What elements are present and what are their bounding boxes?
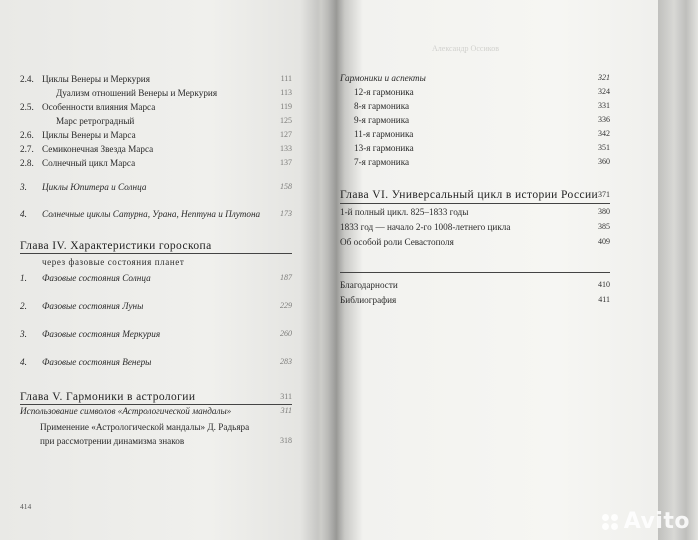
toc-entry: Гармоники и аспекты 321 [340, 73, 610, 83]
avito-logo-icon [602, 514, 620, 530]
chapter-6-title: Глава VI. Универсальный цикл в истории России [340, 189, 599, 201]
toc-entry: 4. Фазовые состояния Венеры 283 [20, 357, 292, 367]
page-edge [658, 0, 698, 540]
toc-entry: Библиография 411 [340, 295, 610, 305]
chapter-5-title: Глава V. Гармоники в астрологии [20, 391, 196, 403]
toc-entry: 9-я гармоника 336 [354, 115, 610, 125]
avito-watermark: Avito [602, 509, 690, 534]
page-number: 414 [20, 502, 32, 511]
toc-entry: 3. Фазовые состояния Меркурия 260 [20, 329, 292, 339]
toc-entry: 7-я гармоника 360 [354, 157, 610, 167]
rule [20, 253, 292, 254]
toc-entry: 1833 год — начало 2-го 1008-летнего цикла 385 [340, 222, 610, 232]
toc-entry: Об особой роли Севастополя 409 [340, 237, 610, 247]
toc-entry: Марс ретроградный 125 [56, 116, 292, 126]
toc-entry: 2.7. Семиконечная Звезда Марса 133 [20, 144, 292, 154]
ghost-author: Александр Оссиков [432, 44, 499, 53]
toc-entry: 2.8. Солнечный цикл Марса 137 [20, 158, 292, 168]
rule [340, 203, 610, 204]
toc-entry: Использование символов «Астрологической мандалы» 311 [20, 406, 292, 416]
chapter-4-title: Глава IV. Характеристики гороскопа [20, 240, 212, 252]
toc-entry: 2.4. Циклы Венеры и Меркурия 111 [20, 74, 292, 84]
toc-entry: Применение «Астрологической мандалы» Д. Радьяра [40, 422, 250, 432]
chapter-6-row: Глава VI. Универсальный цикл в истории России 371 [340, 189, 610, 201]
toc-entry: 2.5. Особенности влияния Марса 119 [20, 102, 292, 112]
toc-entry: 1-й полный цикл. 825–1833 годы 380 [340, 207, 610, 217]
toc-entry: 4. Солнечные циклы Сатурна, Урана, Нептуна и Плутона 173 [20, 209, 292, 219]
toc-entry: 11-я гармоника 342 [354, 129, 610, 139]
toc-entry: 13-я гармоника 351 [354, 143, 610, 153]
toc-entry: 1. Фазовые состояния Солнца 187 [20, 273, 292, 283]
toc-entry: 2. Фазовые состояния Луны 229 [20, 301, 292, 311]
toc-entry: 2.6. Циклы Венеры и Марса 127 [20, 130, 292, 140]
spine-shadow [300, 0, 340, 540]
rule [340, 272, 610, 273]
toc-entry: при рассмотрении динамизма знаков 318 [40, 436, 292, 446]
toc-entry: 8-я гармоника 331 [354, 101, 610, 111]
toc-entry: Дуализм отношений Венеры и Меркурия 113 [56, 88, 292, 98]
toc-entry: Благодарности 410 [340, 280, 610, 290]
chapter-4-subtitle: через фазовые состояния планет [42, 257, 185, 267]
toc-entry: 12-я гармоника 324 [354, 87, 610, 97]
chapter-5-row: Глава V. Гармоники в астрологии 311 [20, 391, 292, 403]
toc-entry: 3. Циклы Юпитера и Солнца 158 [20, 182, 292, 192]
